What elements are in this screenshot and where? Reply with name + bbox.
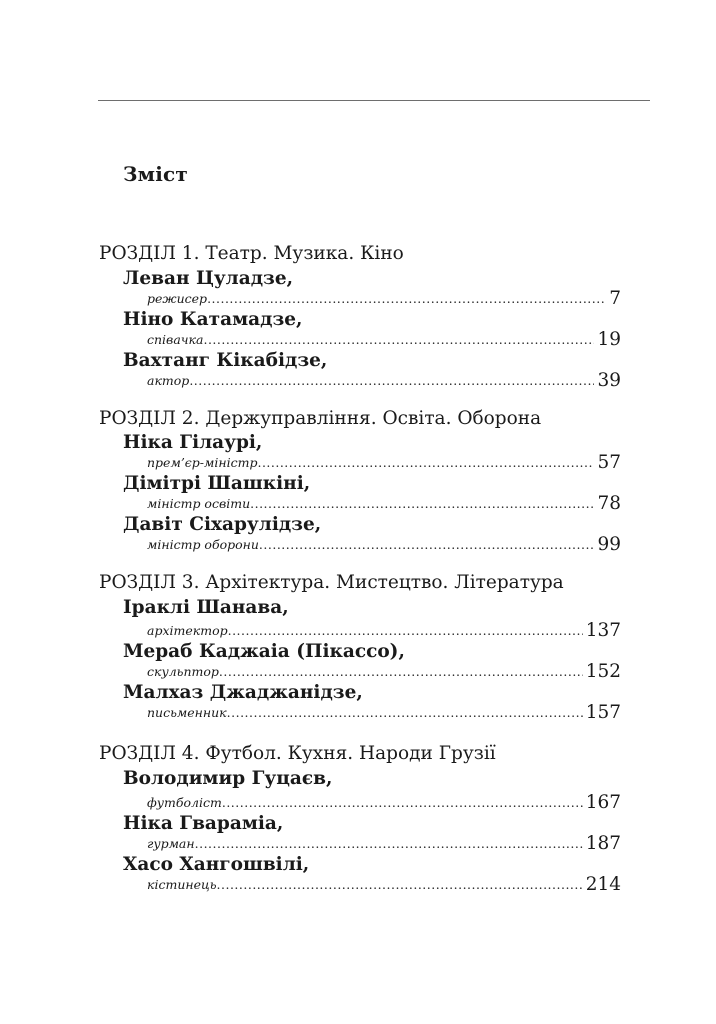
entry-name: Іраклі Шанава, bbox=[123, 597, 289, 618]
toc-entry-line[interactable] bbox=[147, 831, 621, 853]
dot-leader bbox=[207, 291, 606, 308]
entry-name: Хасо Хангошвілі, bbox=[123, 854, 310, 875]
page-number: 187 bbox=[585, 832, 621, 854]
entry-role: прем’єр-міністр bbox=[147, 455, 258, 470]
entry-name: Мераб Каджаіа (Пікассо), bbox=[123, 641, 405, 662]
entry-name: Малхаз Джаджанідзе, bbox=[123, 682, 363, 703]
entry-name: Давіт Сіхарулідзе, bbox=[123, 514, 322, 535]
section-heading-4: РОЗДІЛ 4. Футбол. Кухня. Народи Грузії bbox=[99, 743, 496, 764]
entry-role: футболіст bbox=[147, 795, 222, 810]
page-number: 152 bbox=[585, 660, 621, 682]
dot-leader bbox=[217, 877, 583, 894]
dot-leader bbox=[259, 537, 595, 554]
entry-role: режисер bbox=[147, 291, 208, 306]
entry-role: актор bbox=[147, 373, 190, 388]
page-number: 19 bbox=[597, 328, 621, 350]
entry-role: гурман bbox=[147, 836, 195, 851]
entry-role: скульптор bbox=[147, 664, 219, 679]
toc-title: Зміст bbox=[123, 162, 188, 186]
dot-leader bbox=[227, 705, 583, 722]
dot-leader bbox=[257, 455, 594, 472]
toc-entry-line[interactable] bbox=[147, 700, 621, 722]
dot-leader bbox=[203, 332, 594, 349]
dot-leader bbox=[189, 373, 594, 390]
toc-entry-line[interactable] bbox=[147, 532, 621, 554]
dot-leader bbox=[228, 623, 583, 640]
dot-leader bbox=[222, 795, 583, 812]
section-heading-3: РОЗДІЛ 3. Архітектура. Мистецтво. Література bbox=[99, 572, 564, 593]
page-number: 137 bbox=[585, 619, 621, 641]
toc-entry-line[interactable] bbox=[147, 491, 621, 513]
page-number: 99 bbox=[597, 533, 621, 555]
entry-name: Ніка Гілаурі, bbox=[123, 432, 263, 453]
entry-role: архітектор bbox=[147, 623, 228, 638]
section-heading-1: РОЗДІЛ 1. Театр. Музика. Кіно bbox=[99, 243, 404, 264]
entry-name: Ніка Гвараміа, bbox=[123, 813, 284, 834]
toc-entry-line[interactable] bbox=[147, 450, 621, 472]
entry-role: міністр освіти bbox=[147, 496, 251, 511]
entry-name: Дімітрі Шашкіні, bbox=[123, 473, 311, 494]
entry-name: Леван Цуладзе, bbox=[123, 268, 294, 289]
page-number: 57 bbox=[597, 451, 621, 473]
entry-name: Володимир Гуцаєв, bbox=[123, 768, 333, 789]
entry-role: кістинець bbox=[147, 877, 217, 892]
toc-entry-line[interactable] bbox=[147, 618, 621, 640]
toc-entry-line[interactable] bbox=[147, 368, 621, 390]
entry-role: письменник bbox=[147, 705, 227, 720]
page-number: 78 bbox=[597, 492, 621, 514]
entry-role: міністр оборони bbox=[147, 537, 259, 552]
toc-entry-line[interactable] bbox=[147, 286, 621, 308]
entry-role: співачка bbox=[147, 332, 204, 347]
dot-leader bbox=[219, 664, 583, 681]
entry-name: Ніно Катамадзе, bbox=[123, 309, 303, 330]
page-number: 214 bbox=[585, 873, 621, 895]
page-number: 7 bbox=[609, 287, 621, 309]
toc-entry-line[interactable] bbox=[147, 659, 621, 681]
toc-entry-line[interactable] bbox=[147, 790, 621, 812]
entry-name: Вахтанг Кікабідзе, bbox=[123, 350, 328, 371]
page-number: 167 bbox=[585, 791, 621, 813]
toc-entry-line[interactable] bbox=[147, 872, 621, 894]
top-rule bbox=[98, 100, 650, 101]
page-number: 157 bbox=[585, 701, 621, 723]
dot-leader bbox=[250, 496, 594, 513]
toc-entry-line[interactable] bbox=[147, 327, 621, 349]
page-number: 39 bbox=[597, 369, 621, 391]
dot-leader bbox=[195, 836, 583, 853]
section-heading-2: РОЗДІЛ 2. Держуправління. Освіта. Оборона bbox=[99, 408, 542, 429]
